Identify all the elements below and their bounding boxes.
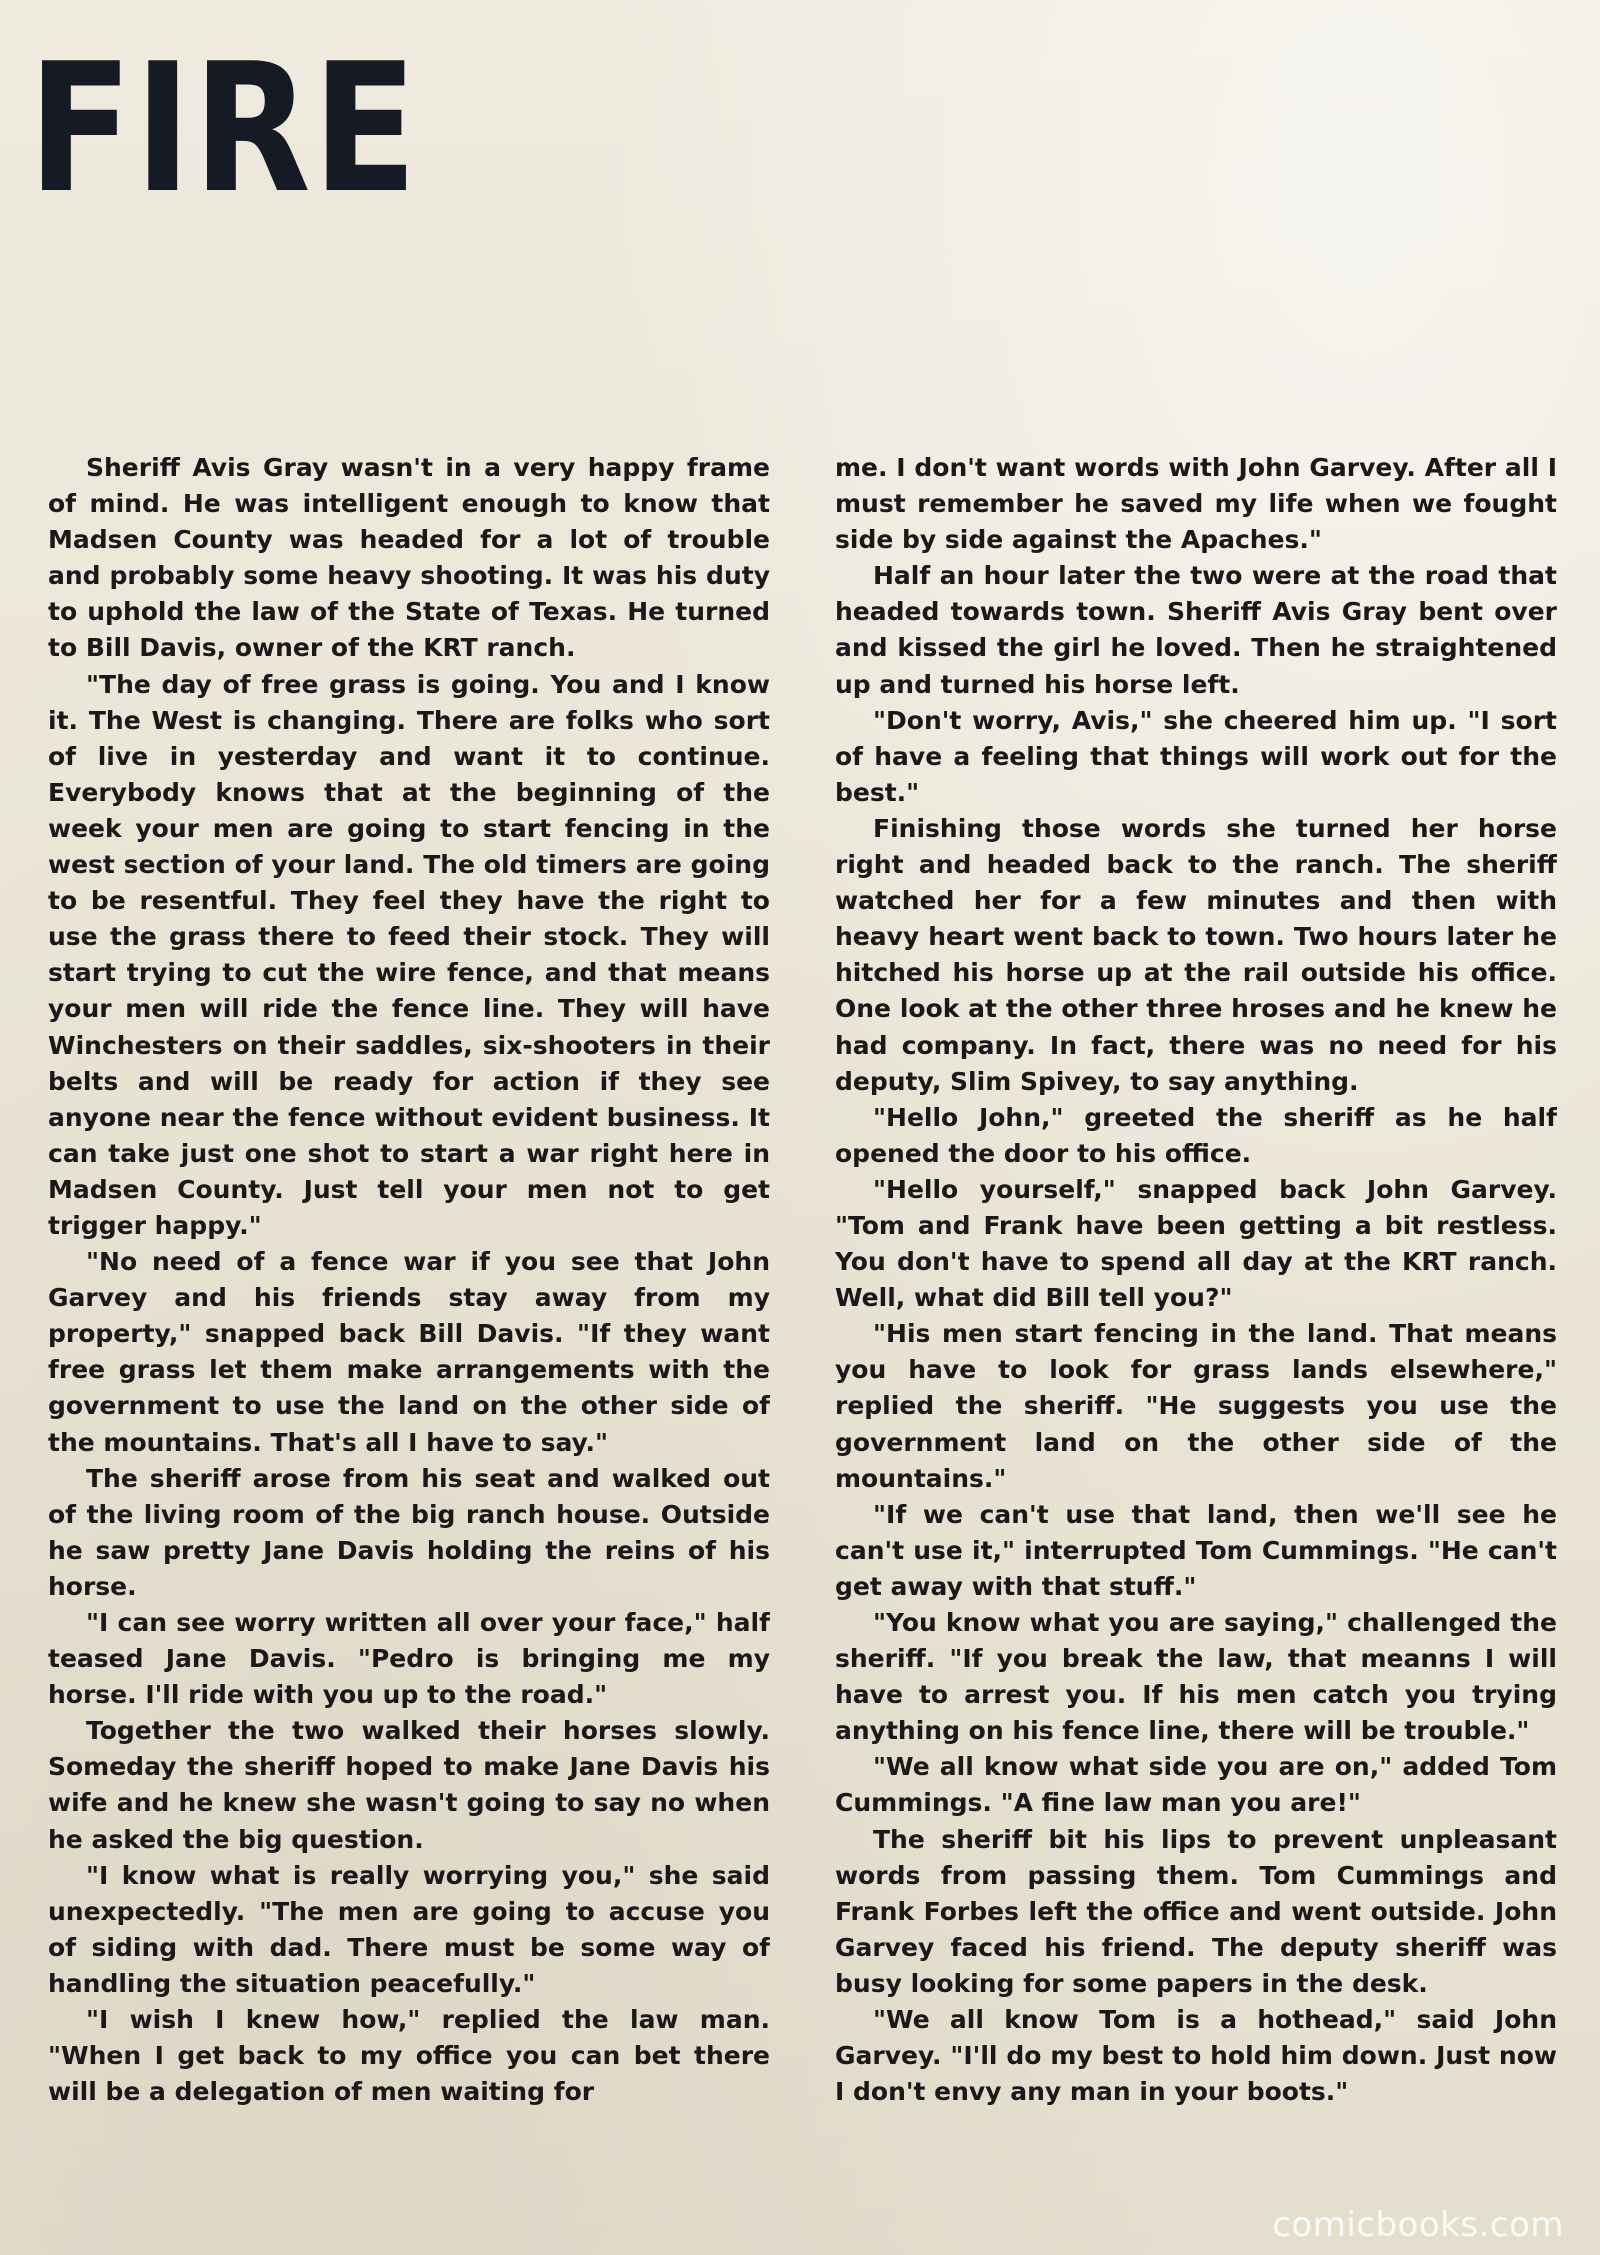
paragraph: Sheriff Avis Gray wasn't in a very happy frame of mind. He was intelligent enough to know that Madsen County was headed for a lot of trouble and probably some heavy shooting. It was his duty to uphold the law of the State of Texas. He turned to Bill Davis, owner of the KRT ranch. [48,453,770,663]
story-title: FIRE [28,25,419,232]
paragraph: "If we can't use that land, then we'll see he can't use it," interrupted Tom Cummings. "He can't get away with that stuff." [835,1499,1557,1601]
right-text-column [835,450,1557,2220]
paragraph: "His men start fencing in the land. That means you have to look for grass lands elsewhere," replied the sheriff. "He suggests you use the government land on the other side of the mountains." [835,1319,1557,1493]
paragraph-continued: me. I don't want words with John Garvey. After all I must remember he saved my life when we fought side by side against the Apaches." [835,453,1557,555]
paragraph: "We all know what side you are on," added Tom Cummings. "A fine law man you are!" [835,1752,1557,1818]
paragraph: "We all know Tom is a hothead," said John Garvey. "I'll do my best to hold him down. Just now I don't envy any man in your boots." [835,2005,1557,2107]
left-text-column [48,450,770,2220]
paragraph: Together the two walked their horses slowly. Someday the sheriff hoped to make Jane Davis his wife and he knew she wasn't going to say no when he asked the big question. [48,1716,770,1854]
paragraph: Half an hour later the two were at the road that headed towards town. Sheriff Avis Gray bent over and kissed the girl he loved. Then he straightened up and turned his horse left. [835,561,1557,699]
paragraph: Finishing those words she turned her horse right and headed back to the ranch. The sheriff watched her for a few minutes and then with heavy heart went back to town. Two hours later he hitched his horse up at the rail outside his office. One look at the other three hroses and he knew he had company. In fact, there was no need for his deputy, Slim Spivey, to say anything. [835,813,1557,1096]
paragraph: "Hello yourself," snapped back John Garvey. "Tom and Frank have been getting a bit restless. You don't have to spend all day at the KRT ranch. Well, what did Bill tell you?" [835,1174,1557,1313]
paragraph: "I know what is really worrying you," she said unexpectedly. "The men are going to accuse you of siding with dad. There must be some way of handling the situation peacefully." [48,1860,770,1998]
paragraph: The sheriff bit his lips to prevent unpleasant words from passing them. Tom Cummings and Frank Forbes left the office and went outside. John Garvey faced his friend. The deputy sheriff was busy looking for some papers in the desk. [835,1824,1557,1998]
paragraph: "I wish I knew how," replied the law man. "When I get back to my office you can bet there will be a delegation of men waiting for [48,2005,770,2107]
paragraph: "The day of free grass is going. You and I know it. The West is changing. There are folks who sort of live in yesterday and want it to continue. Everybody knows that at the beginning of the week your men are going to start fencing in the west section of your land. The old timers are going to be resentful. They feel they have the right to use the grass there to feed their stock. They will start trying to cut the wire fence, and that means your men will ride the fence line. They will have Winchesters on their saddles, six-shooters in their belts and will be ready for action if they see anyone near the fence without evident business. It can take just one shot to start a war right here in Madsen County. Just tell your men not to get trigger happy." [48,669,770,1240]
paragraph: "You know what you are saying," challenged the sheriff. "If you break the law, that meanns I will have to arrest you. If his men catch you trying anything on his fence line, there will be trouble." [835,1608,1557,1746]
watermark: comicbooks.com [1272,2205,1564,2245]
paragraph: "No need of a fence war if you see that John Garvey and his friends stay away from my property," snapped back Bill Davis. "If they want free grass let them make arrangements with the government to use the land on the other side of the mountains. That's all I have to say." [48,1247,770,1457]
paragraph: The sheriff arose from his seat and walked out of the living room of the big ranch house. Outside he saw pretty Jane Davis holding the reins of his horse. [48,1463,770,1601]
paragraph: "I can see worry written all over your face," half teased Jane Davis. "Pedro is bringing me my horse. I'll ride with you up to the road." [48,1608,770,1710]
paragraph: "Don't worry, Avis," she cheered him up. "I sort of have a feeling that things will work out for the best." [835,705,1557,807]
paragraph: "Hello John," greeted the sheriff as he half opened the door to his office. [835,1102,1557,1168]
